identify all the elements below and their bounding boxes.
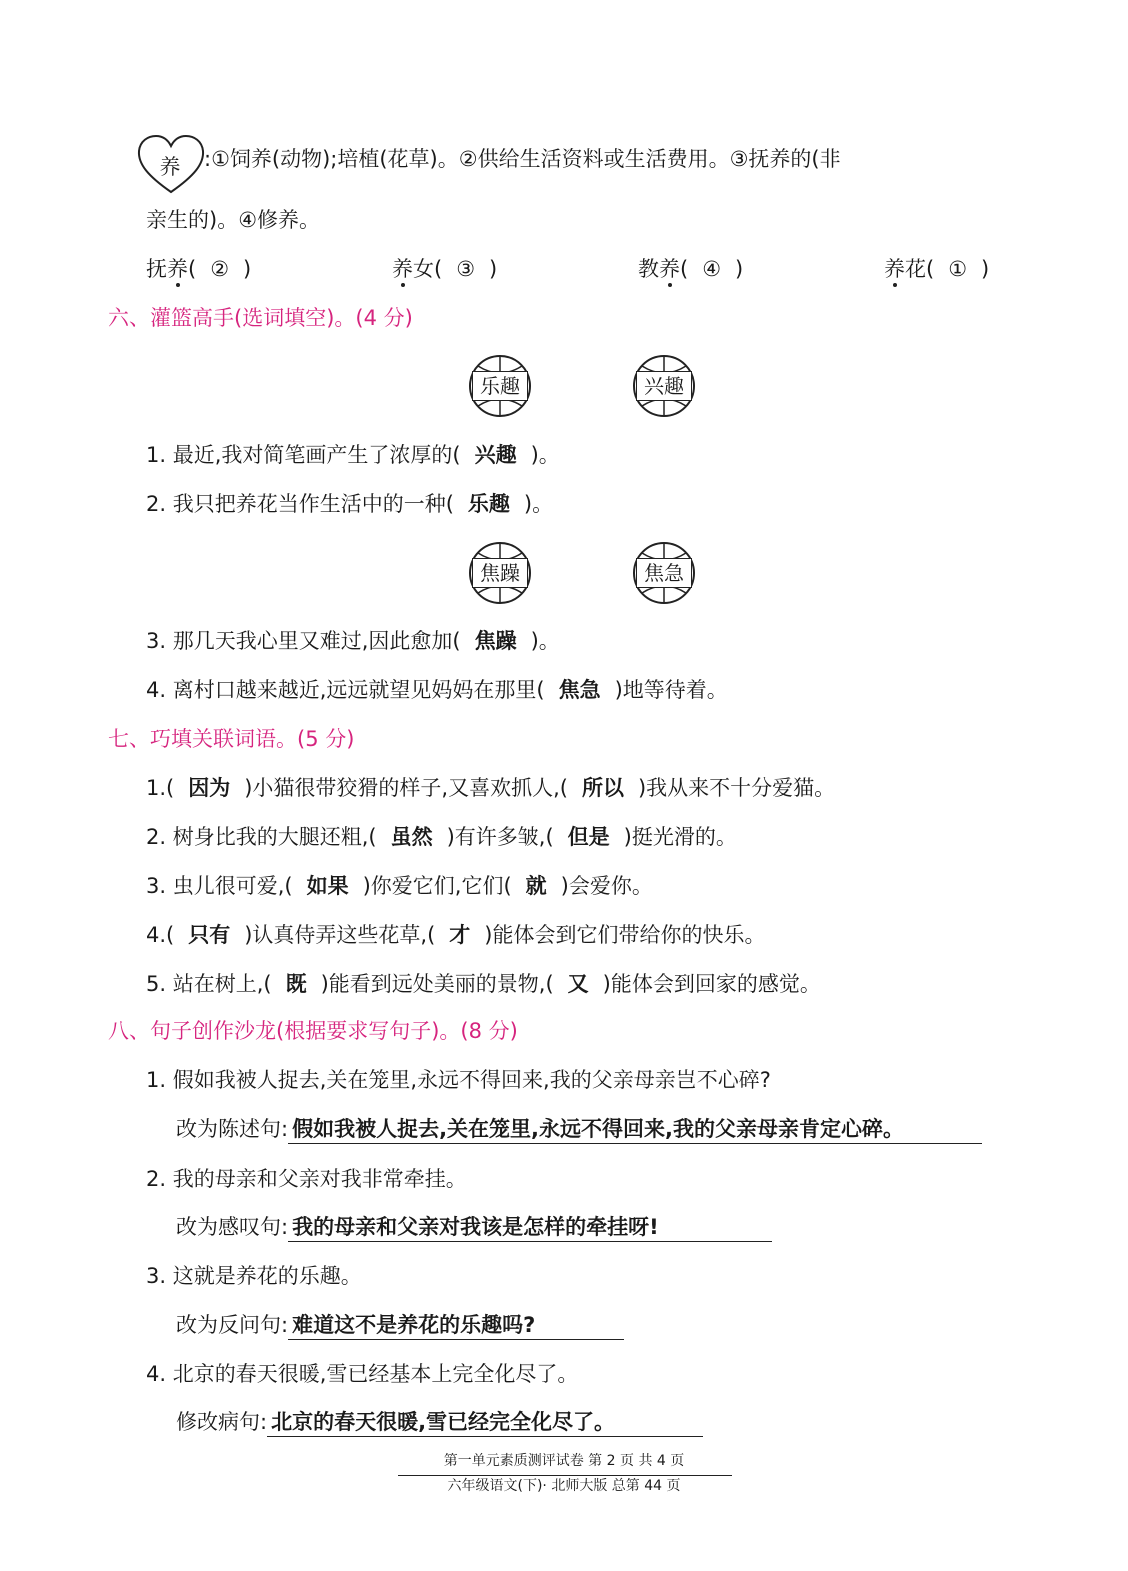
usage-item: 抚养( ② ) [146,257,252,281]
answer-fill: 假如我被人捉去,关在笼里,永远不得回来,我的父亲母亲肯定心碎。 [288,1115,982,1144]
footer-line-2: 六年级语文(下)· 北师大版 总第 44 页 [447,1478,681,1494]
word-label: 焦躁 [472,558,528,588]
heart-char: 养 [159,155,181,179]
s7-item: 1.( 因为 )小猫很带狡猾的样子,又喜欢抓人,( 所以 )我从来不十分爱猫。 [146,776,836,800]
s7-item: 2. 树身比我的大腿还粗,( 虽然 )有许多皱,( 但是 )挺光滑的。 [146,825,737,849]
s8-answer-row: 修改病句: 北京的春天很暖,雪已经完全化尽了。 [176,1407,703,1437]
section-7-title: 七、巧填关联词语。(5 分) [108,727,355,751]
word-ball [632,541,696,605]
word-ball [632,354,696,418]
usage-item: 养女( ③ ) [392,257,498,281]
s8-question: 1. 假如我被人捉去,关在笼里,永远不得回来,我的父亲母亲岂不心碎? [146,1068,771,1092]
word-label: 乐趣 [472,371,528,401]
s8-question: 4. 北京的春天很暖,雪已经基本上完全化尽了。 [146,1362,579,1386]
section-6-title: 六、灌篮高手(选词填空)。(4 分) [108,306,413,330]
s6-item: 1. 最近,我对简笔画产生了浓厚的( 兴趣 )。 [146,443,560,467]
s7-item: 3. 虫儿很可爱,( 如果 )你爱它们,它们( 就 )会爱你。 [146,874,653,898]
word-ball [468,354,532,418]
footer-line-1: 第一单元素质测评试卷 第 2 页 共 4 页 [443,1453,685,1469]
s7-item: 4.( 只有 )认真侍弄这些花草,( 才 )能体会到它们带给你的快乐。 [146,923,766,947]
s8-question: 3. 这就是养花的乐趣。 [146,1264,362,1288]
definition-line-2: 亲生的)。④修养。 [146,208,321,232]
s8-question: 2. 我的母亲和父亲对我非常牵挂。 [146,1167,467,1191]
heart-badge [136,134,208,194]
word-label: 焦急 [636,558,692,588]
answer-fill: 我的母亲和父亲对我该是怎样的牵挂呀! [288,1213,772,1242]
s8-answer-row: 改为反问句: 难道这不是养花的乐趣吗? [176,1310,624,1340]
s6-item: 3. 那几天我心里又难过,因此愈加( 焦躁 )。 [146,629,560,653]
s6-item: 4. 离村口越来越近,远远就望见妈妈在那里( 焦急 )地等待着。 [146,678,728,702]
word-ball [468,541,532,605]
answer-fill: 北京的春天很暖,雪已经完全化尽了。 [267,1408,703,1437]
usage-item: 养花( ① ) [884,257,990,281]
s6-item: 2. 我只把养花当作生活中的一种( 乐趣 )。 [146,492,554,516]
answer-fill: 难道这不是养花的乐趣吗? [288,1311,624,1340]
footer-divider [398,1475,732,1476]
s7-item: 5. 站在树上,( 既 )能看到远处美丽的景物,( 又 )能体会到回家的感觉。 [146,972,821,996]
usage-item: 教养( ④ ) [638,257,744,281]
word-label: 兴趣 [636,371,692,401]
s8-answer-row: 改为感叹句: 我的母亲和父亲对我该是怎样的牵挂呀! [176,1212,772,1242]
section-8-title: 八、句子创作沙龙(根据要求写句子)。(8 分) [108,1019,518,1043]
definition-line-1: :①饲养(动物);培植(花草)。②供给生活资料或生活费用。③抚养的(非 [204,147,841,171]
s8-answer-row: 改为陈述句: 假如我被人捉去,关在笼里,永远不得回来,我的父亲母亲肯定心碎。 [176,1114,982,1144]
